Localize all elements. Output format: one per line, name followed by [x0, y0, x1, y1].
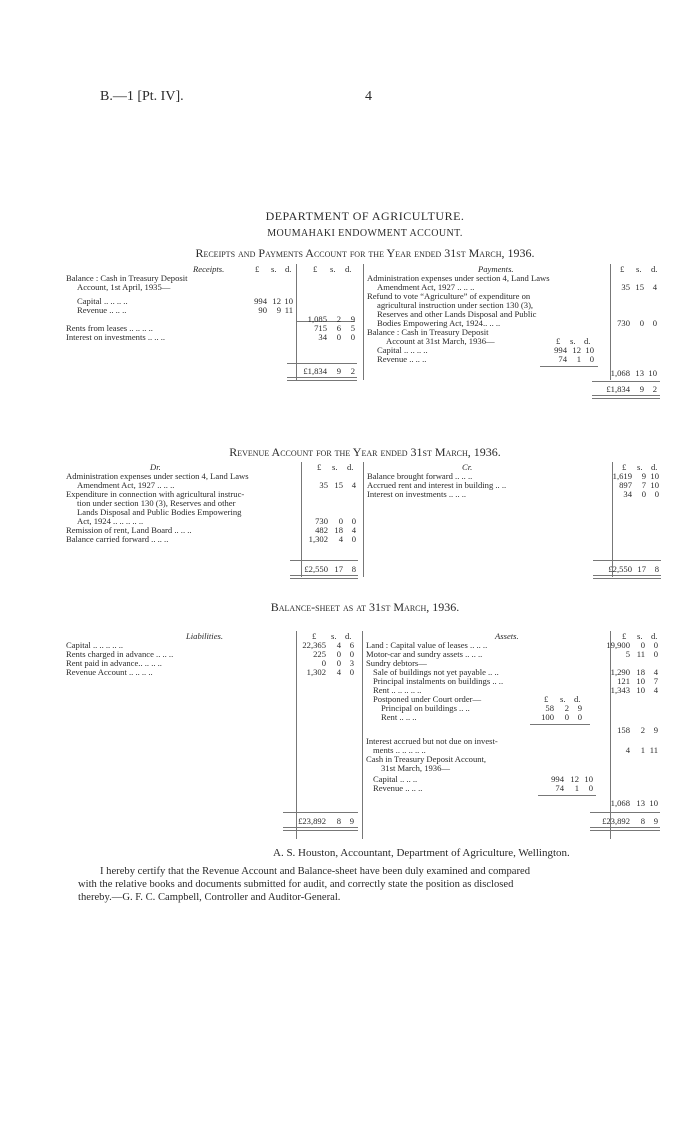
revenue-account-title: Revenue Account for the Year ended 31st March, 1936.	[229, 445, 501, 459]
rp-right-total: £1,834	[606, 384, 630, 394]
rp-right-total: 2	[652, 384, 657, 394]
audit-certificate-line: thereby.—G. F. C. Campbell, Controller and Auditor-General.	[78, 892, 341, 903]
bs-right-inner-amount: 0	[588, 783, 593, 793]
credit-heading: Cr.	[462, 462, 473, 472]
bs-right-amount: 19,900	[606, 640, 630, 650]
page-number: 4	[365, 89, 372, 104]
rev-right-shilling: s.	[637, 462, 643, 472]
bs-right-inner-amount: 0	[564, 712, 569, 722]
rev-right-total: 8	[654, 564, 659, 574]
bs-right-line: Cash in Treasury Deposit Account,	[366, 754, 487, 764]
rp-right-line: Administration expenses under section 4, Land Laws	[367, 273, 550, 283]
rp-left-inner-amount: 10	[284, 296, 293, 306]
bs-right-amount: 18	[636, 667, 645, 677]
rev-left-total: £2,550	[304, 564, 328, 574]
rp-left-inner-amount: 11	[284, 305, 293, 315]
rp-left-amount: 5	[350, 323, 355, 333]
rp-right-line: Amendment Act, 1927 .. .. ..	[377, 282, 475, 292]
rev-right-line: Balance brought forward .. .. ..	[367, 471, 473, 481]
bs-right-line: Interest accrued but not due on invest-	[366, 736, 498, 746]
rp-right-inner-shilling: s.	[570, 336, 576, 346]
rp-right-line: Reserves and other Lands Disposal and Public	[377, 309, 537, 319]
rev-right-amount: 1,619	[612, 471, 632, 481]
rev-left-pound: £	[317, 462, 322, 472]
rp-left-inner-amount: 90	[258, 305, 267, 315]
bs-right-amount: 10	[636, 685, 645, 695]
rev-right-amount: 34	[623, 489, 632, 499]
rp-left-amount: 0	[350, 332, 355, 342]
rp-right-line: Revenue .. .. ..	[377, 354, 427, 364]
rp-right-amount: 730	[617, 318, 630, 328]
rev-right-amount: 10	[650, 471, 659, 481]
rp-right-inner-amount: 0	[589, 354, 594, 364]
rp-left-inner-amount: 994	[254, 296, 267, 306]
rev-left-amount: 0	[351, 516, 356, 526]
rp-right-line: agricultural instruction under section 130 (3),	[377, 300, 534, 310]
bs-left-line: Rent paid in advance.. .. .. ..	[66, 658, 162, 668]
rp-left-inner-pence: d.	[285, 264, 292, 274]
bs-right-inner-amount: 0	[577, 712, 582, 722]
rp-left-amount: 2	[336, 314, 341, 324]
bs-right-inner-amount: 994	[551, 774, 564, 784]
bs-left-amount: 0	[321, 658, 326, 668]
rev-left-line: Expenditure in connection with agricultural instruc-	[66, 489, 245, 499]
department-title: DEPARTMENT OF AGRICULTURE.	[265, 209, 465, 223]
bs-right-inner-amount: 74	[555, 783, 564, 793]
rev-left-total: 8	[351, 564, 356, 574]
bs-right-line: Postponed under Court order—	[373, 694, 482, 704]
rp-right-line: Balance : Cash in Treasury Deposit	[367, 327, 489, 337]
bs-left-amount: 0	[349, 667, 354, 677]
rev-right-line: Accrued rent and interest in building .. ..	[367, 480, 507, 490]
rp-left-inner-amount: 12	[272, 296, 281, 306]
rev-left-amount: 18	[334, 525, 343, 535]
rp-left-line: Rents from leases .. .. .. ..	[66, 323, 153, 333]
payments-heading: Payments.	[478, 264, 514, 274]
rev-right-line: Interest on investments .. .. ..	[367, 489, 467, 499]
rp-right-inner-pence: d.	[584, 336, 591, 346]
rev-right-amount: 897	[619, 480, 632, 490]
rp-left-amount: 715	[314, 323, 327, 333]
bs-right-inner-amount: 2	[564, 703, 569, 713]
rev-right-total: £2,550	[608, 564, 632, 574]
rp-right-amount: 4	[652, 282, 657, 292]
bs-right-amount: 7	[653, 676, 658, 686]
bs-right-pound: £	[622, 631, 627, 641]
accountant-signature: A. S. Houston, Accountant, Department of Agriculture, Wellington.	[273, 847, 570, 859]
rev-left-line: Balance carried forward .. .. ..	[66, 534, 169, 544]
receipts-payments-title: Receipts and Payments Account for the Year ended 31st March, 1936.	[195, 246, 535, 260]
bs-left-amount: 6	[349, 640, 354, 650]
debit-heading: Dr.	[150, 462, 161, 472]
bs-right-amount: 11	[649, 745, 658, 755]
rev-right-amount: 7	[641, 480, 646, 490]
bs-right-line: 31st March, 1936—	[381, 763, 450, 773]
bs-left-total: 8	[336, 816, 341, 826]
rev-right-total: 17	[637, 564, 646, 574]
bs-right-line: Revenue .. .. ..	[373, 783, 423, 793]
rp-right-total: 9	[639, 384, 644, 394]
rp-right-pound: £	[620, 264, 625, 274]
bs-left-amount: 0	[336, 649, 341, 659]
rp-left-amount: 0	[336, 332, 341, 342]
bs-left-pence: d.	[345, 631, 352, 641]
rev-left-amount: 1,302	[308, 534, 328, 544]
rp-right-shilling: s.	[636, 264, 642, 274]
rp-right-amount: 10	[648, 368, 657, 378]
bs-right-line: Principal instalments on buildings .. ..	[373, 676, 504, 686]
rp-left-outer-pound: £	[313, 264, 318, 274]
rev-right-amount: 9	[641, 471, 646, 481]
rp-left-line: Revenue .. .. ..	[77, 305, 127, 315]
bs-left-pound: £	[312, 631, 317, 641]
rp-left-amount: 34	[318, 332, 327, 342]
bs-left-amount: 0	[336, 658, 341, 668]
rev-left-line: Administration expenses under section 4, Land Laws	[66, 471, 249, 481]
bs-left-line: Rents charged in advance .. .. ..	[66, 649, 174, 659]
bs-right-inner-amount: 10	[584, 774, 593, 784]
rev-left-line: tion under section 130 (3), Reserves and other	[77, 498, 236, 508]
assets-heading: Assets.	[495, 631, 519, 641]
rp-right-amount: 0	[639, 318, 644, 328]
rev-right-pence: d.	[651, 462, 658, 472]
bs-left-amount: 1,302	[306, 667, 326, 677]
bs-right-amount: 1,290	[610, 667, 630, 677]
rp-left-amount: 9	[350, 314, 355, 324]
bs-right-amount: 0	[653, 649, 658, 659]
bs-right-amount: 4	[653, 667, 658, 677]
bs-left-line: Capital .. .. .. .. ..	[66, 640, 124, 650]
rp-left-inner-pound: £	[255, 264, 260, 274]
bs-right-total: 8	[640, 816, 645, 826]
audit-certificate-line: I hereby certify that the Revenue Account and Balance-sheet have been duly examined and compared	[100, 866, 531, 877]
bs-left-total: £23,892	[298, 816, 326, 826]
bs-right-inner-pence: d.	[574, 694, 581, 704]
bs-right-line: Principal on buildings .. ..	[381, 703, 470, 713]
bs-right-amount: 5	[625, 649, 630, 659]
audit-certificate-line: with the relative books and documents submitted for audit, and correctly state the position as disclosed	[78, 879, 514, 890]
rp-right-inner-pound: £	[556, 336, 561, 346]
rp-left-line: Account, 1st April, 1935—	[77, 282, 171, 292]
bs-left-amount: 22,365	[302, 640, 326, 650]
rp-right-line: Account at 31st March, 1936—	[386, 336, 495, 346]
rp-right-inner-amount: 1	[576, 354, 581, 364]
bs-right-inner-amount: 100	[541, 712, 554, 722]
rev-left-amount: 35	[319, 480, 328, 490]
bs-right-amount: 4	[625, 745, 630, 755]
rev-right-pound: £	[622, 462, 627, 472]
bs-right-amount: 10	[649, 798, 658, 808]
bs-right-shilling: s.	[637, 631, 643, 641]
bs-right-inner-amount: 1	[574, 783, 579, 793]
rp-left-amount: 1,085	[307, 314, 327, 324]
rp-left-outer-shilling: s.	[330, 264, 336, 274]
rev-left-amount: 4	[338, 534, 343, 544]
rev-left-pence: d.	[347, 462, 354, 472]
bs-right-total: £23,892	[602, 816, 630, 826]
bs-right-inner-amount: 58	[545, 703, 554, 713]
rev-left-total: 17	[334, 564, 343, 574]
rev-left-amount: 4	[351, 525, 356, 535]
bs-left-amount: 4	[336, 667, 341, 677]
bs-right-total: 9	[653, 816, 658, 826]
rp-right-pence: d.	[651, 264, 658, 274]
bs-right-amount: 9	[653, 725, 658, 735]
rp-right-amount: 1,068	[610, 368, 630, 378]
rev-right-amount: 10	[650, 480, 659, 490]
bs-right-amount: 2	[640, 725, 645, 735]
rp-right-inner-amount: 12	[572, 345, 581, 355]
bs-left-amount: 4	[336, 640, 341, 650]
rev-left-amount: 15	[334, 480, 343, 490]
bs-left-total: 9	[349, 816, 354, 826]
rp-left-inner-amount: 9	[276, 305, 281, 315]
bs-right-line: Capital .. .. ..	[373, 774, 418, 784]
bs-right-line: Rent .. .. .. .. ..	[373, 685, 422, 695]
rev-right-amount: 0	[654, 489, 659, 499]
rev-right-amount: 0	[641, 489, 646, 499]
rev-left-amount: 4	[351, 480, 356, 490]
receipts-heading: Receipts.	[193, 264, 225, 274]
rp-right-inner-amount: 10	[585, 345, 594, 355]
rp-right-amount: 15	[635, 282, 644, 292]
bs-right-line: Rent .. .. ..	[381, 712, 417, 722]
rp-left-outer-pence: d.	[345, 264, 352, 274]
rp-right-line: Capital .. .. .. ..	[377, 345, 428, 355]
bs-right-line: Sale of buildings not yet payable .. ..	[373, 667, 499, 677]
bs-right-amount: 1,343	[610, 685, 630, 695]
rev-left-amount: 0	[338, 516, 343, 526]
rev-left-line: Remission of rent, Land Board .. .. ..	[66, 525, 192, 535]
rev-left-amount: 730	[315, 516, 328, 526]
bs-left-amount: 3	[349, 658, 354, 668]
liabilities-heading: Liabilities.	[186, 631, 224, 641]
rp-left-inner-shilling: s.	[271, 264, 277, 274]
rp-right-amount: 35	[621, 282, 630, 292]
bs-left-shilling: s.	[331, 631, 337, 641]
rev-left-line: Amendment Act, 1927 .. .. ..	[77, 480, 175, 490]
bs-right-line: Land : Capital value of leases .. .. ..	[366, 640, 488, 650]
bs-right-amount: 10	[636, 676, 645, 686]
rev-left-amount: 0	[351, 534, 356, 544]
rp-left-total: 9	[336, 366, 341, 376]
rp-right-line: Refund to vote “Agriculture” of expenditure on	[367, 291, 531, 301]
bs-right-amount: 1,068	[610, 798, 630, 808]
rp-right-amount: 0	[652, 318, 657, 328]
rev-left-line: Act, 1924 .. .. .. .. ..	[77, 516, 144, 526]
rp-left-line: Interest on investments .. .. ..	[66, 332, 166, 342]
bs-right-line: Sundry debtors—	[366, 658, 427, 668]
bs-right-inner-amount: 9	[577, 703, 582, 713]
rp-left-line: Balance : Cash in Treasury Deposit	[66, 273, 188, 283]
rp-right-line: Bodies Empowering Act, 1924.. .. ..	[377, 318, 501, 328]
bs-right-amount: 11	[636, 649, 645, 659]
bs-right-amount: 1	[640, 745, 645, 755]
rp-right-inner-amount: 994	[554, 345, 567, 355]
bs-right-line: Motor-car and sundry assets .. .. ..	[366, 649, 483, 659]
bs-right-inner-shilling: s.	[560, 694, 566, 704]
rp-right-amount: 13	[635, 368, 644, 378]
bs-right-amount: 0	[640, 640, 645, 650]
bs-right-line: ments .. .. .. .. ..	[373, 745, 426, 755]
balance-sheet-title: Balance-sheet as at 31st March, 1936.	[270, 600, 460, 614]
bs-right-pence: d.	[651, 631, 658, 641]
bs-left-amount: 0	[349, 649, 354, 659]
rp-left-amount: 6	[336, 323, 341, 333]
rev-left-shilling: s.	[332, 462, 338, 472]
bs-right-amount: 4	[653, 685, 658, 695]
bs-left-amount: 225	[313, 649, 326, 659]
bs-left-line: Revenue Account .. .. .. ..	[66, 667, 153, 677]
bs-right-amount: 158	[617, 725, 630, 735]
rp-right-inner-amount: 74	[558, 354, 567, 364]
rev-left-amount: 482	[315, 525, 328, 535]
rev-left-line: Lands Disposal and Public Bodies Empowering	[77, 507, 242, 517]
rp-left-line: Capital .. .. .. ..	[77, 296, 128, 306]
page-reference: B.—1 [Pt. IV].	[100, 89, 184, 104]
bs-right-inner-amount: 12	[570, 774, 579, 784]
bs-right-amount: 0	[653, 640, 658, 650]
rp-left-total: £1,834	[303, 366, 327, 376]
bs-right-amount: 121	[617, 676, 630, 686]
account-subtitle: MOUMAHAKI ENDOWMENT ACCOUNT.	[267, 228, 463, 239]
bs-right-amount: 13	[636, 798, 645, 808]
rp-left-total: 2	[350, 366, 355, 376]
bs-right-inner-pound: £	[544, 694, 549, 704]
